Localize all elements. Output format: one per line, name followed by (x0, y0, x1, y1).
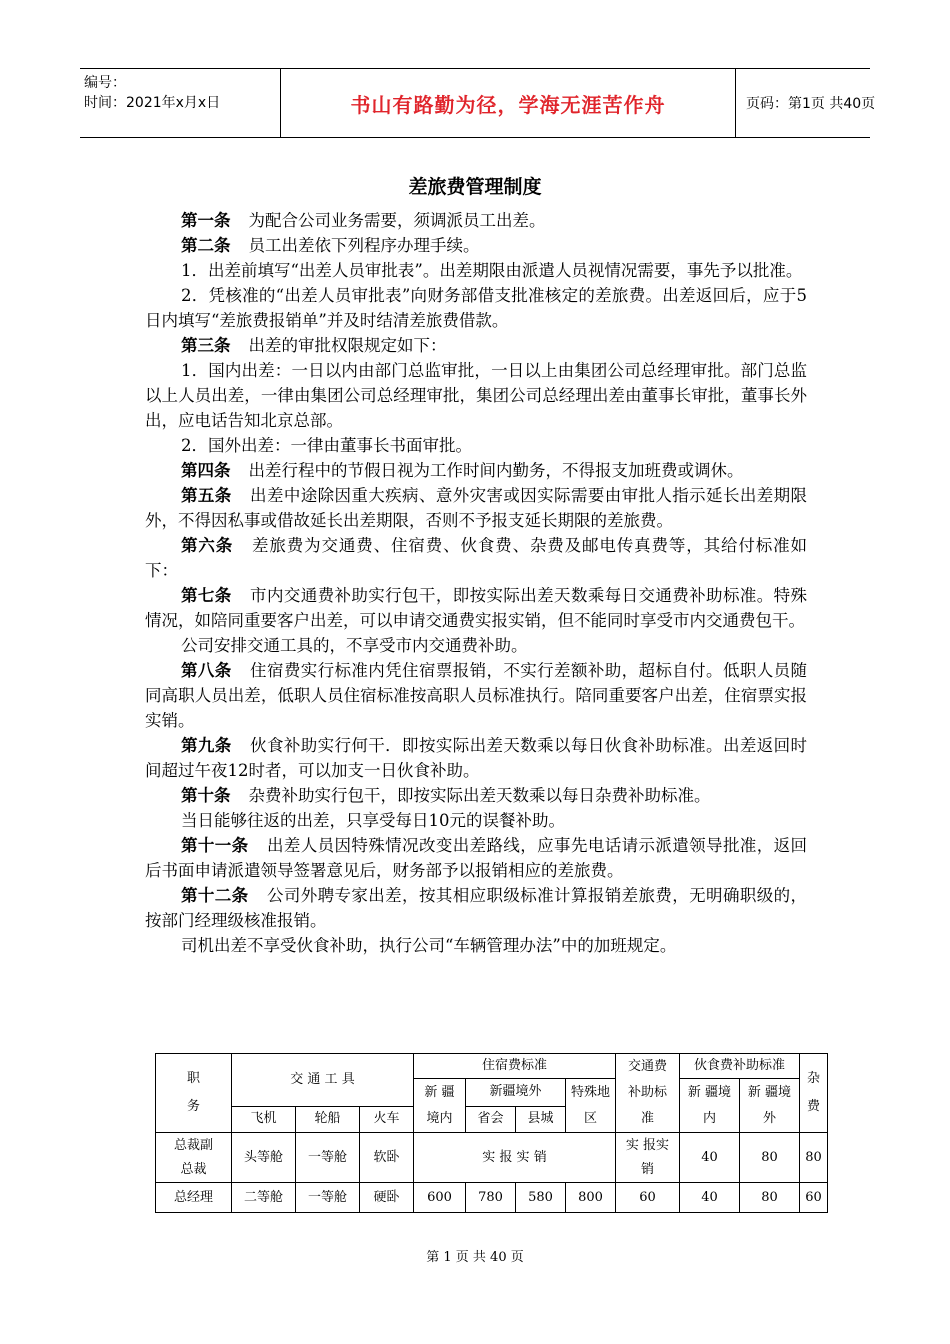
table-cell-ship: 一等舱 (296, 1133, 360, 1183)
table-cell-train: 软卧 (360, 1133, 414, 1183)
article-paragraph (145, 583, 807, 633)
article-text: 杂费补助实行包干，即按实际出差天数乘以每日杂费补助标准。 (248, 786, 711, 805)
table-header-capital: 省会 (466, 1106, 516, 1133)
article-paragraph (145, 333, 807, 358)
article-paragraph (145, 433, 807, 458)
article-paragraph (145, 283, 807, 333)
table-cell-meal-in: 40 (680, 1183, 740, 1213)
article-text: 公司外聘专家出差，按其相应职级标准计算报销差旅费，无明确职级的，按部门经理级核准报销。 (145, 886, 808, 930)
article-text: 市内交通费补助实行包干，即按实际出差天数乘每日交通费补助标准。特殊情况，如陪同重要客户出差，可以申请交通费实报实销，但不能同时享受市内交通费包干。 (145, 586, 808, 630)
table-header-xinjiang-in: 新 疆境内 (414, 1079, 466, 1133)
article-text: 2．国外出差：一律由董事长书面审批。 (181, 436, 472, 455)
table-cell-transport-fee: 实 报实 销 (616, 1133, 680, 1183)
travel-expense-table (155, 1053, 828, 1213)
page-header (80, 68, 876, 138)
article-paragraph (145, 733, 807, 783)
table-cell-position: 总经理 (156, 1183, 232, 1213)
article-paragraph (145, 533, 807, 583)
table-header-transport-fee: 交通费补助标准 (616, 1054, 680, 1133)
document-body (145, 208, 807, 958)
table-header-meal-out: 新 疆境外 (740, 1079, 800, 1133)
article-text: 出差中途除因重大疾病、意外灾害或因实际需要由审批人指示延长出差期限外，不得因私事或借故延长出差期限，否则不予报支延长期限的差旅费。 (145, 486, 808, 530)
article-text: 出差行程中的节假日视为工作时间内勤务，不得报支加班费或调休。 (248, 461, 744, 480)
table-cell-transport-fee: 60 (616, 1183, 680, 1213)
table-cell-meal-out: 80 (740, 1183, 800, 1213)
table-row (156, 1183, 828, 1213)
article-text: 1．国内出差：一日以内由部门总监审批，一日以上由集团公司总经理审批。部门总监以上人员出差，一律由集团公司总经理审批，集团公司总经理出差由董事长审批，董事长外出，应电话告知北京总部。 (145, 361, 807, 430)
article-paragraph (145, 233, 807, 258)
article-number: 第四条 (181, 461, 231, 480)
article-paragraph (145, 808, 807, 833)
article-text: 为配合公司业务需要，须调派员工出差。 (248, 211, 546, 230)
article-text: 住宿费实行标准内凭住宿票报销，不实行差额补助，超标自付。低职人员随同高职人员出差，低职人员住宿标准按高职人员标准执行。陪同重要客户出差，住宿票实报实销。 (145, 661, 808, 730)
article-paragraph (145, 783, 807, 808)
table-header-meal: 伙食费补助标准 (680, 1054, 800, 1079)
document-title: 差旅费管理制度 (408, 176, 542, 198)
header-motto: 书山有路勤为径，学海无涯苦作舟 (350, 92, 666, 117)
article-number: 第二条 (181, 236, 231, 255)
table-cell-special: 800 (566, 1183, 616, 1213)
article-number: 第十二条 (181, 886, 249, 905)
article-paragraph (145, 258, 807, 283)
table-cell-position: 总裁副总裁 (156, 1133, 232, 1183)
header-date: 时间：2021年x月x日 (84, 95, 221, 111)
article-text: 2．凭核准的“出差人员审批表”向财务部借支批准核定的差旅费。出差返回后，应于5日内填写“差旅费报销单”并及时结清差旅费借款。 (145, 286, 807, 330)
header-meta (80, 69, 280, 137)
table-cell-plane: 头等舱 (232, 1133, 296, 1183)
article-paragraph (145, 833, 807, 883)
article-text: 差旅费为交通费、住宿费、伙食费、杂费及邮电传真费等，其给付标准如下： (145, 536, 808, 580)
article-number: 第九条 (181, 736, 232, 755)
article-paragraph (145, 208, 807, 233)
table-header-meal-in: 新 疆境内 (680, 1079, 740, 1133)
table-cell-train: 硬卧 (360, 1183, 414, 1213)
article-number: 第六条 (181, 536, 234, 555)
article-text: 出差的审批权限规定如下： (248, 336, 447, 355)
table-header-lodging: 住宿费标准 (414, 1054, 616, 1079)
article-text: 出差人员因特殊情况改变出差路线，应事先电话请示派遣领导批准，返回后书面申请派遣领导签署意见后，财务部予以报销相应的差旅费。 (145, 836, 808, 880)
table-row (156, 1133, 828, 1183)
article-number: 第八条 (181, 661, 232, 680)
table-header-county: 县城 (516, 1106, 566, 1133)
article-paragraph (145, 658, 807, 733)
article-paragraph (145, 633, 807, 658)
table-header-ship: 轮船 (296, 1106, 360, 1133)
article-text: 员工出差依下列程序办理手续。 (248, 236, 480, 255)
article-text: 当日能够往返的出差，只享受每日10元的误餐补助。 (181, 811, 565, 830)
article-number: 第三条 (181, 336, 231, 355)
table-cell-meal-out: 80 (740, 1133, 800, 1183)
table-cell-lodging: 实 报 实 销 (414, 1133, 616, 1183)
article-paragraph (145, 483, 807, 533)
article-text: 公司安排交通工具的，不享受市内交通费补助。 (181, 636, 528, 655)
table-cell-capital: 780 (466, 1183, 516, 1213)
table-header-transport: 交 通 工 具 (232, 1054, 414, 1107)
article-paragraph (145, 933, 807, 958)
article-number: 第十一条 (181, 836, 249, 855)
article-text: 伙食补助实行何干．即按实际出差天数乘以每日伙食补助标准。出差返回时间超过午夜12时者，可以加支一日伙食补助。 (145, 736, 808, 780)
article-number: 第一条 (181, 211, 231, 230)
article-paragraph (145, 883, 807, 933)
article-number: 第五条 (181, 486, 232, 505)
article-paragraph (145, 458, 807, 483)
table-cell-misc: 60 (800, 1183, 828, 1213)
article-text: 司机出差不享受伙食补助，执行公司“车辆管理办法”中的加班规定。 (181, 936, 677, 955)
header-number: 编号： (84, 75, 126, 91)
table-header-train: 火车 (360, 1106, 414, 1133)
page-footer: 第 1 页 共 40 页 (426, 1250, 524, 1265)
table-cell-county: 580 (516, 1183, 566, 1213)
header-page-info: 页码：第1页 共40页 (746, 96, 876, 112)
table-header-xinjiang-out: 新疆境外 (466, 1079, 566, 1107)
article-paragraph (145, 358, 807, 433)
article-text: 1．出差前填写“出差人员审批表”。出差期限由派遣人员视情况需要，事先予以批准。 (181, 261, 803, 280)
table-cell-xinjiang-in: 600 (414, 1183, 466, 1213)
table-cell-ship: 一等舱 (296, 1183, 360, 1213)
table-header-special-region: 特殊地 区 (566, 1079, 616, 1133)
table-cell-plane: 二等舱 (232, 1183, 296, 1213)
table-header-plane: 飞机 (232, 1106, 296, 1133)
table-header-misc: 杂费 (800, 1054, 828, 1133)
article-number: 第七条 (181, 586, 232, 605)
table-header-position: 职务 (156, 1054, 232, 1133)
article-number: 第十条 (181, 786, 231, 805)
table-cell-misc: 80 (800, 1133, 828, 1183)
table-cell-meal-in: 40 (680, 1133, 740, 1183)
